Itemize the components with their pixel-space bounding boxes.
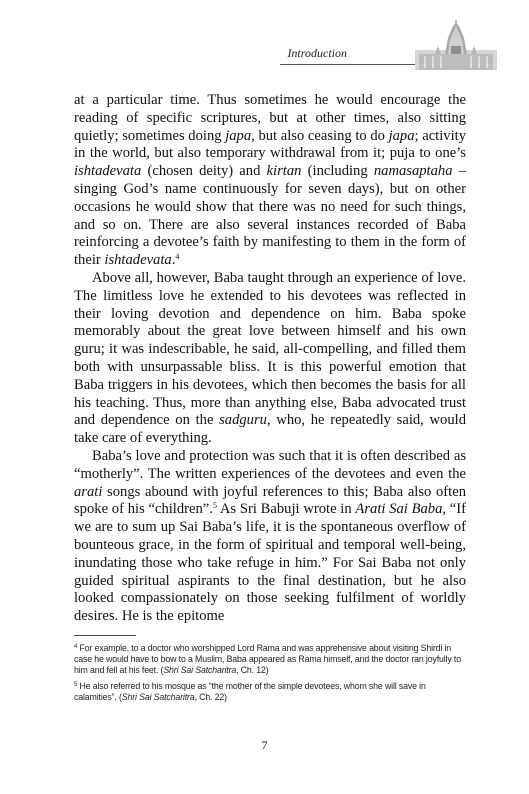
footnote-marker: 5 [74,682,78,688]
text-run: For example, to a doctor who worshipped Lord Rama and was apprehensive about visiting Shirdi in case he would have to bow to a Muslim, Baba appeared as Rama himself, and the doctor ran joyfully to him and fell at his feet. ( [74,643,461,675]
text-run: He also referred to his mosque as “the mother of the simple devotees, whom she will save in calamities”. ( [74,681,426,702]
running-head-title: Introduction [287,46,347,60]
paragraph [74,92,466,270]
text-run: at a particular time. Thus sometimes he would encourage the reading of specific scriptures, but at other times, also sitting quietly; sometimes doing [74,92,466,144]
text-run: “If we are to sum up Sai Baba’s life, it is the spontaneous overflow of bounteous grace, in the form of spiritual and temporal well-being, inundating those who take refuge in him.” For Sai Baba not only guided spiritual aspirants to the final destination, but he also looked compassionately on those seeking fulfilment of worldly desires. He is the epitome [74,501,467,625]
text-run: As Sri Babuji wrote in [216,501,356,518]
italic-text: kirtan [266,163,302,180]
footnote-marker: 4 [74,644,78,650]
footnotes [74,643,466,708]
text-run: Baba’s love and protection was such that it is often described as “motherly”. The written experiences of the devotees and even the [74,447,466,482]
page-number: 7 [261,738,268,752]
running-head-rule [280,64,416,65]
running-head [280,20,500,70]
temple-icon [415,20,497,70]
text-run: songs abound with joyful references to this; Baba also often spoke of his “children”. [74,483,466,518]
paragraph [74,270,466,448]
italic-text: ishtadevata [74,163,142,180]
italic-text: Arati Sai Baba, [355,501,447,518]
footnote-rule [74,635,136,636]
italic-text: arati [74,483,103,500]
text-run: Above all, however, Baba taught through an experience of love. The limitless love he extended to his devotees was reflected in their loving devotion and dependence on him. Baba spoke memorably about the great love between himself and his own guru; it was indescribable, he said, all-compelling, and filled them both with unsurpassable bliss. It is this powerful emotion that Baba triggers in his devotees, which then becomes the basis for all his teaching. Thus, more than anything else, Baba advocated trust and dependence on the [74,269,466,429]
text-run: . [171,252,176,269]
footnote-marker: 4 [175,252,180,262]
paragraph [74,448,466,626]
text-run: (including [301,163,374,180]
text-run: , Ch. 22) [194,692,227,702]
italic-text: namasaptaha [373,163,453,180]
body-text [74,92,466,626]
italic-text: ishtadevata [104,252,172,269]
text-run: (chosen deity) and [141,163,267,180]
italic-text: Shri Sai Satcharitra [163,665,237,675]
italic-text: Shri Sai Satcharitra [121,692,195,702]
footnote [74,681,466,703]
text-run: , but also ceasing to do [251,127,389,144]
footnote-marker: 5 [212,501,217,511]
italic-text: japa [225,127,252,144]
italic-text: sadguru [219,412,267,429]
footnote [74,643,466,676]
text-run: , who, he repeatedly said, would take care of everything. [74,412,466,447]
italic-text: japa [388,127,415,144]
text-run: ; activity in the world, but also temporary withdrawal from it; puja to one’s [74,127,466,162]
text-run: – singing God’s name continuously for seven days), but on other occasions he would show that there was no need for such things, and so on. There are also several instances recorded of Baba reinforcing a devotee’s faith by manifesting to them in the form of their [74,163,466,269]
text-run: , Ch. 12) [236,665,269,675]
